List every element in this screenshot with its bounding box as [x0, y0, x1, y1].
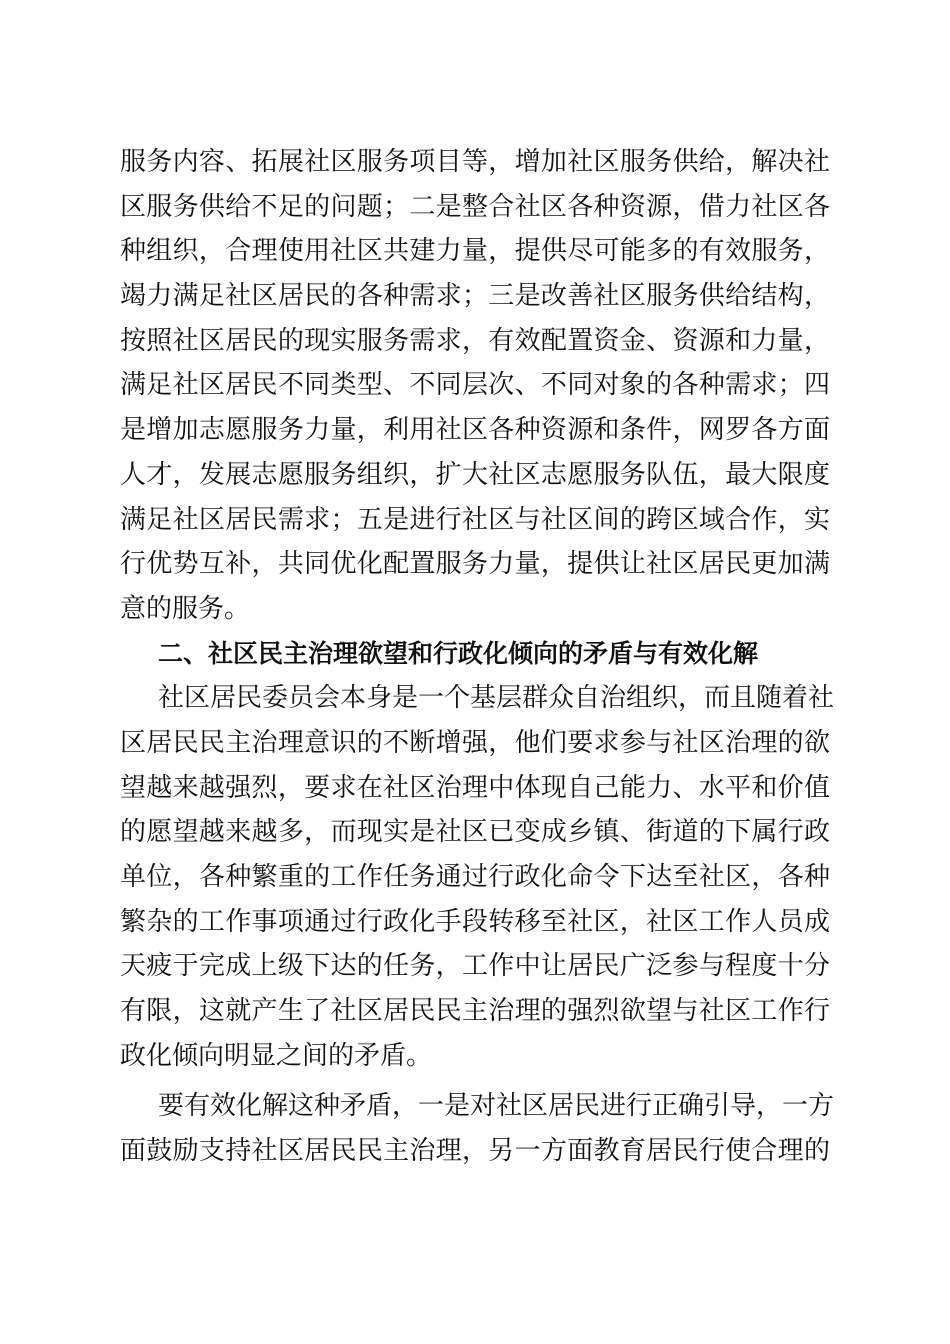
paragraph-3 — [120, 1084, 835, 1173]
text-line: 要有效化解这种矛盾，一是对社区居民进行正确引导，一方 — [158, 1091, 835, 1122]
section-heading: 二、社区民主治理欲望和行政化倾向的矛盾与有效化解 — [158, 638, 759, 668]
text-line: 区居民民主治理意识的不断增强，他们要求参与社区治理的欲 — [120, 727, 830, 758]
text-line: 望越来越强烈，要求在社区治理中体现自己能力、水平和价值 — [120, 772, 830, 803]
text-line: 区服务供给不足的问题；二是整合社区各种资源，借力社区各 — [120, 191, 830, 222]
text-line: 社区居民委员会本身是一个基层群众自治组织，而且随着社 — [158, 683, 835, 714]
text-line: 是增加志愿服务力量，利用社区各种资源和条件，网罗各方面 — [120, 415, 830, 446]
text-line: 单位，各种繁重的工作任务通过行政化命令下达至社区，各种 — [120, 862, 830, 892]
text-line: 人才，发展志愿服务组织，扩大社区志愿服务队伍，最大限度 — [120, 459, 830, 490]
text-line: 服务内容、拓展社区服务项目等，增加社区服务供给，解决社 — [120, 147, 830, 177]
text-line: 竭力满足社区居民的各种需求；三是改善社区服务供给结构， — [120, 281, 830, 312]
paragraph-1 — [120, 140, 830, 632]
text-line: 满足社区居民不同类型、不同层次、不同对象的各种需求；四 — [120, 370, 830, 401]
text-line: 政化倾向明显之间的矛盾。 — [120, 1040, 433, 1071]
text-line: 繁杂的工作事项通过行政化手段转移至社区，社区工作人员成 — [120, 906, 830, 937]
document-page — [120, 140, 835, 1174]
text-line: 意的服务。 — [120, 593, 251, 624]
text-line: 有限，这就产生了社区居民民主治理的强烈欲望与社区工作行 — [120, 996, 830, 1027]
text-line: 天疲于完成上级下达的任务，工作中让居民广泛参与程度十分 — [120, 951, 830, 982]
text-line: 按照社区居民的现实服务需求，有效配置资金、资源和力量， — [120, 325, 830, 356]
text-line: 种组织，合理使用社区共建力量，提供尽可能多的有效服务， — [120, 236, 830, 267]
paragraph-2 — [120, 676, 835, 1078]
text-line: 满足社区居民需求；五是进行社区与社区间的跨区域合作，实 — [120, 504, 830, 535]
text-line: 的愿望越来越多，而现实是社区已变成乡镇、街道的下属行政 — [120, 817, 830, 848]
text-line: 行优势互补，共同优化配置服务力量，提供让社区居民更加满 — [120, 549, 830, 580]
text-line: 面鼓励支持社区居民民主治理，另一方面教育居民行使合理的 — [120, 1136, 830, 1167]
